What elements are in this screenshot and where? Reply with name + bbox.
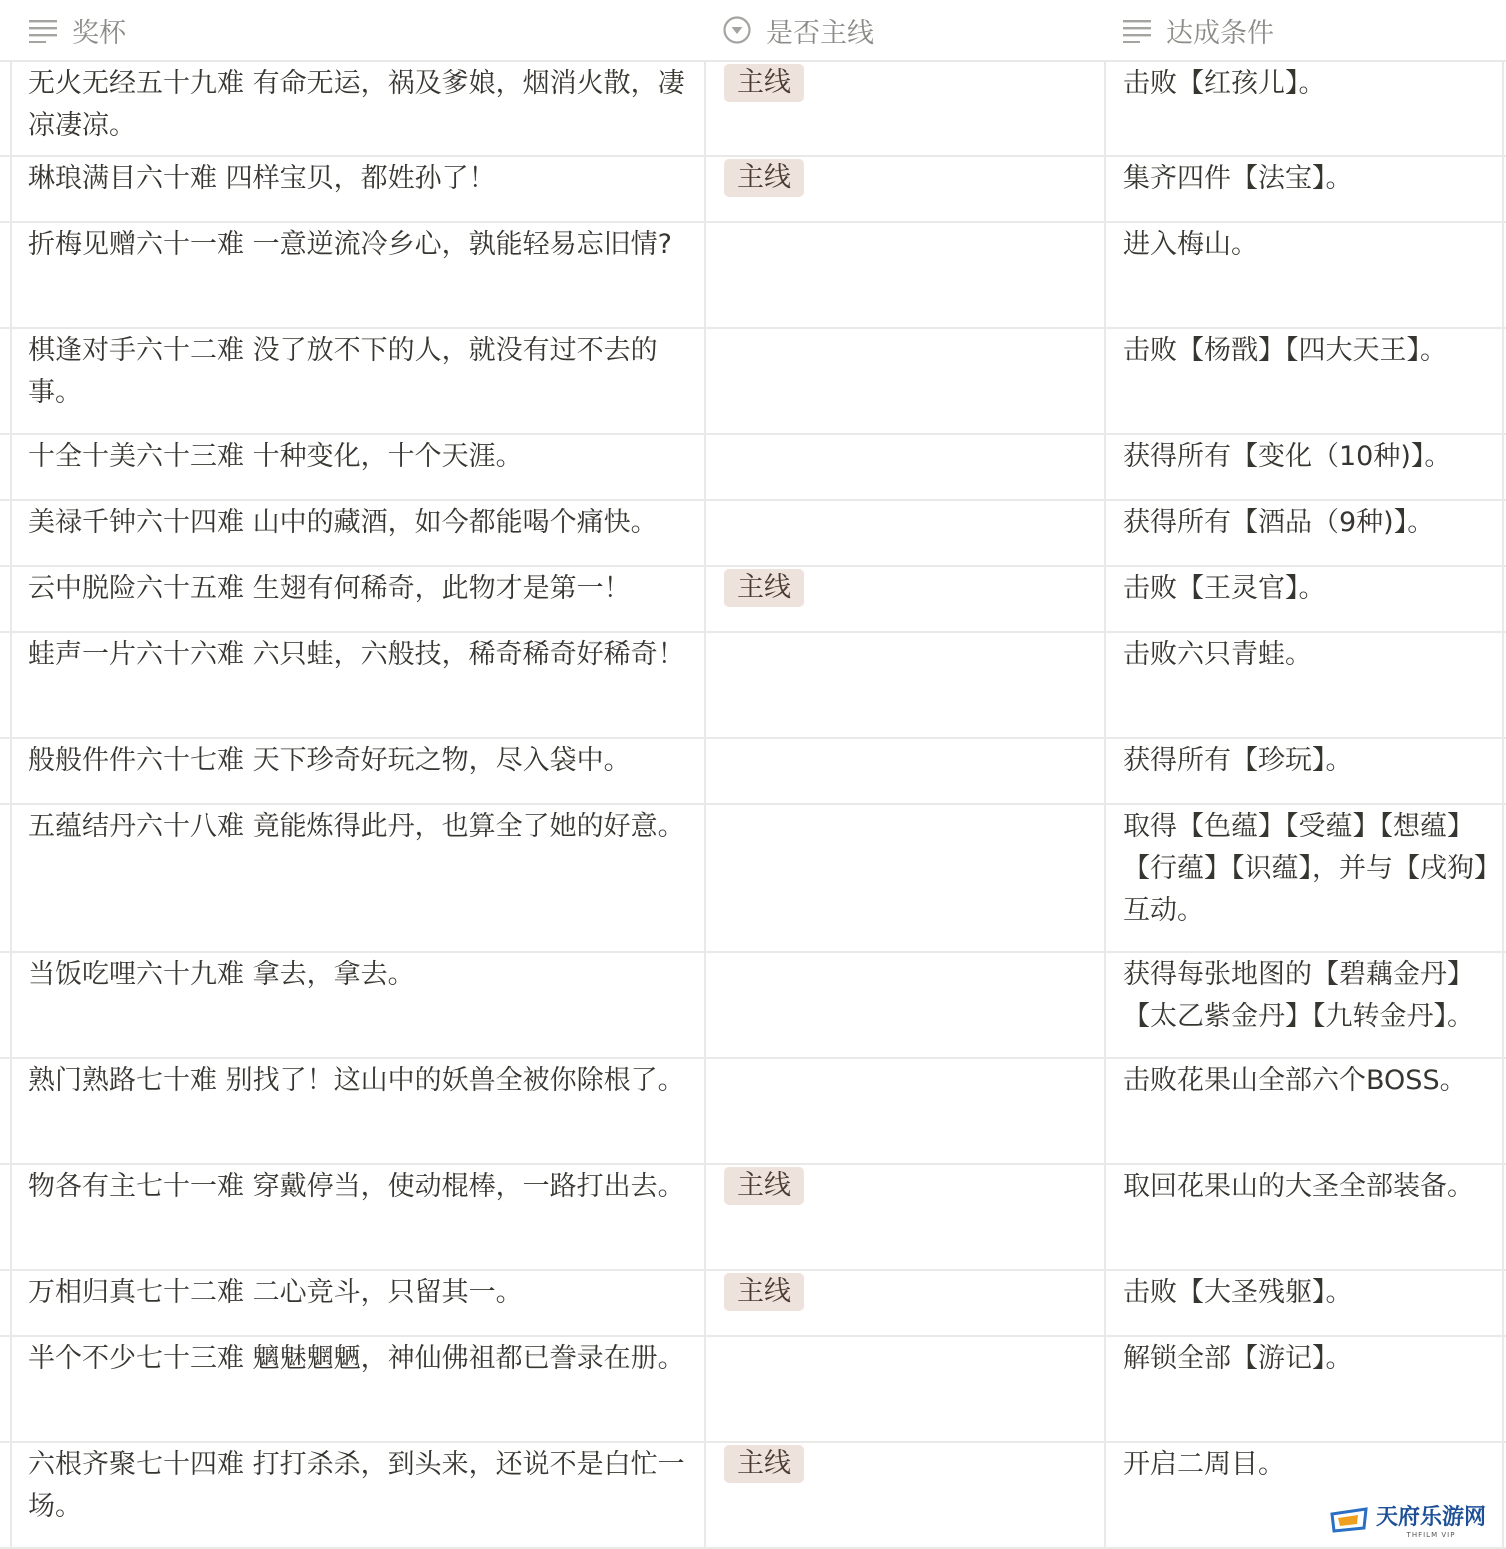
trophy-text: 无火无经五十九难 有命无运，祸及爹娘，烟消火散，凄凉凄凉。 xyxy=(28,68,685,141)
site-logo-icon xyxy=(1328,1506,1370,1538)
condition-text: 击败【王灵官】。 xyxy=(1123,573,1326,604)
cell-trophy[interactable] xyxy=(10,1059,704,1163)
column-header-condition[interactable] xyxy=(1122,0,1274,60)
main-line-tag: 主线 xyxy=(724,1445,804,1483)
condition-text: 获得所有【变化（10种)】。 xyxy=(1123,441,1452,472)
main-line-tag: 主线 xyxy=(724,159,804,197)
main-line-tag: 主线 xyxy=(724,64,804,102)
watermark-sub: THFILM VIP xyxy=(1406,1531,1456,1539)
trophy-text: 蛙声一片六十六难 六只蛙，六般技，稀奇稀奇好稀奇！ xyxy=(28,639,685,670)
condition-text: 击败【红孩儿】。 xyxy=(1123,68,1326,99)
table-row[interactable] xyxy=(0,633,1506,739)
cell-main-line[interactable] xyxy=(704,329,1104,433)
condition-text: 集齐四件【法宝】。 xyxy=(1123,163,1353,194)
condition-text: 击败花果山全部六个BOSS。 xyxy=(1123,1065,1467,1096)
cell-condition[interactable] xyxy=(1104,62,1504,155)
cell-trophy[interactable] xyxy=(10,223,704,327)
cell-main-line[interactable] xyxy=(704,1443,1104,1547)
cell-trophy[interactable] xyxy=(10,1271,704,1335)
main-line-tag: 主线 xyxy=(724,569,804,607)
condition-text: 击败六只青蛙。 xyxy=(1123,639,1312,670)
watermark xyxy=(1328,1502,1486,1542)
cell-main-line[interactable] xyxy=(704,223,1104,327)
trophy-text: 万相归真七十二难 二心竞斗，只留其一。 xyxy=(28,1277,523,1308)
watermark-name: 天府乐游网 xyxy=(1375,1505,1486,1530)
table-row[interactable] xyxy=(0,739,1506,805)
table-row[interactable] xyxy=(0,501,1506,567)
cell-condition[interactable] xyxy=(1104,805,1504,951)
cell-main-line[interactable] xyxy=(704,805,1104,951)
condition-text: 获得所有【珍玩】。 xyxy=(1123,745,1353,776)
condition-text: 取得【色蕴】【受蕴】【想蕴】【行蕴】【识蕴】，并与【戌狗】互动。 xyxy=(1123,811,1501,926)
table-row[interactable] xyxy=(0,1271,1506,1337)
cell-trophy[interactable] xyxy=(10,1337,704,1441)
cell-condition[interactable] xyxy=(1104,739,1504,803)
trophy-text: 云中脱险六十五难 生翅有何稀奇，此物才是第一！ xyxy=(28,573,631,604)
cell-main-line[interactable] xyxy=(704,567,1104,631)
text-lines-icon xyxy=(1122,17,1152,43)
cell-main-line[interactable] xyxy=(704,1271,1104,1335)
table-row[interactable] xyxy=(0,1165,1506,1271)
cell-trophy[interactable] xyxy=(10,435,704,499)
select-dropdown-icon xyxy=(722,15,752,45)
cell-condition[interactable] xyxy=(1104,633,1504,737)
cell-trophy[interactable] xyxy=(10,62,704,155)
table-row[interactable] xyxy=(0,157,1506,223)
cell-trophy[interactable] xyxy=(10,739,704,803)
table-row[interactable] xyxy=(0,567,1506,633)
condition-text: 获得每张地图的【碧藕金丹】【太乙紫金丹】【九转金丹】。 xyxy=(1123,959,1474,1032)
cell-condition[interactable] xyxy=(1104,567,1504,631)
cell-trophy[interactable] xyxy=(10,567,704,631)
cell-condition[interactable] xyxy=(1104,1165,1504,1269)
cell-trophy[interactable] xyxy=(10,329,704,433)
cell-condition[interactable] xyxy=(1104,157,1504,221)
condition-text: 取回花果山的大圣全部装备。 xyxy=(1123,1171,1474,1202)
condition-text: 开启二周目。 xyxy=(1123,1449,1285,1480)
trophy-text: 当饭吃哩六十九难 拿去，拿去。 xyxy=(28,959,415,990)
condition-text: 进入梅山。 xyxy=(1123,229,1258,260)
cell-condition[interactable] xyxy=(1104,501,1504,565)
trophy-text: 半个不少七十三难 魑魅魍魉，神仙佛祖都已誊录在册。 xyxy=(28,1343,685,1374)
trophy-text: 十全十美六十三难 十种变化，十个天涯。 xyxy=(28,441,523,472)
cell-condition[interactable] xyxy=(1104,953,1504,1057)
table-row[interactable] xyxy=(0,223,1506,329)
table-row[interactable] xyxy=(0,1443,1506,1549)
cell-main-line[interactable] xyxy=(704,633,1104,737)
cell-condition[interactable] xyxy=(1104,329,1504,433)
cell-condition[interactable] xyxy=(1104,1271,1504,1335)
table-row[interactable] xyxy=(0,329,1506,435)
cell-trophy[interactable] xyxy=(10,805,704,951)
cell-condition[interactable] xyxy=(1104,1059,1504,1163)
condition-text: 击败【大圣残躯】。 xyxy=(1123,1277,1353,1308)
column-header-label: 是否主线 xyxy=(766,17,874,49)
cell-main-line[interactable] xyxy=(704,1059,1104,1163)
cell-main-line[interactable] xyxy=(704,62,1104,155)
trophy-text: 般般件件六十七难 天下珍奇好玩之物，尽入袋中。 xyxy=(28,745,631,776)
main-line-tag: 主线 xyxy=(724,1273,804,1311)
trophy-text: 熟门熟路七十难 别找了！这山中的妖兽全被你除根了。 xyxy=(28,1065,685,1096)
cell-main-line[interactable] xyxy=(704,1165,1104,1269)
table-row[interactable] xyxy=(0,953,1506,1059)
table-row[interactable] xyxy=(0,1337,1506,1443)
cell-main-line[interactable] xyxy=(704,435,1104,499)
trophy-text: 物各有主七十一难 穿戴停当，使动棍棒，一路打出去。 xyxy=(28,1171,685,1202)
table-header xyxy=(0,0,1506,62)
cell-condition[interactable] xyxy=(1104,1337,1504,1441)
cell-trophy[interactable] xyxy=(10,501,704,565)
column-header-label: 达成条件 xyxy=(1166,17,1274,49)
column-header-trophy[interactable] xyxy=(28,0,126,60)
main-line-tag: 主线 xyxy=(724,1167,804,1205)
text-lines-icon xyxy=(28,17,58,43)
cell-trophy[interactable] xyxy=(10,633,704,737)
trophy-text: 六根齐聚七十四难 打打杀杀，到头来，还说不是白忙一场。 xyxy=(28,1449,685,1522)
trophy-text: 琳琅满目六十难 四样宝贝，都姓孙了！ xyxy=(28,163,496,194)
table-row[interactable] xyxy=(0,62,1506,157)
condition-text: 击败【杨戬】【四大天王】。 xyxy=(1123,335,1447,366)
cell-main-line[interactable] xyxy=(704,953,1104,1057)
table-body xyxy=(0,62,1506,1549)
cell-trophy[interactable] xyxy=(10,157,704,221)
table-row[interactable] xyxy=(0,435,1506,501)
cell-trophy[interactable] xyxy=(10,953,704,1057)
condition-text: 获得所有【酒品（9种)】。 xyxy=(1123,507,1435,538)
cell-main-line[interactable] xyxy=(704,1337,1104,1441)
cell-trophy[interactable] xyxy=(10,1165,704,1269)
cell-condition[interactable] xyxy=(1104,435,1504,499)
condition-text: 解锁全部【游记】。 xyxy=(1123,1343,1353,1374)
column-header-label: 奖杯 xyxy=(72,17,126,49)
cell-main-line[interactable] xyxy=(704,501,1104,565)
cell-condition[interactable] xyxy=(1104,223,1504,327)
column-header-main-line[interactable] xyxy=(722,0,874,60)
trophy-text: 美禄千钟六十四难 山中的藏酒，如今都能喝个痛快。 xyxy=(28,507,658,538)
trophy-text: 折梅见赠六十一难 一意逆流冷乡心，孰能轻易忘旧情? xyxy=(28,229,672,260)
trophy-text: 五蕴结丹六十八难 竟能炼得此丹，也算全了她的好意。 xyxy=(28,811,685,842)
cell-trophy[interactable] xyxy=(10,1443,704,1547)
table-row[interactable] xyxy=(0,1059,1506,1165)
cell-main-line[interactable] xyxy=(704,157,1104,221)
trophy-text: 棋逢对手六十二难 没了放不下的人，就没有过不去的事。 xyxy=(28,335,658,408)
table-row[interactable] xyxy=(0,805,1506,953)
cell-main-line[interactable] xyxy=(704,739,1104,803)
